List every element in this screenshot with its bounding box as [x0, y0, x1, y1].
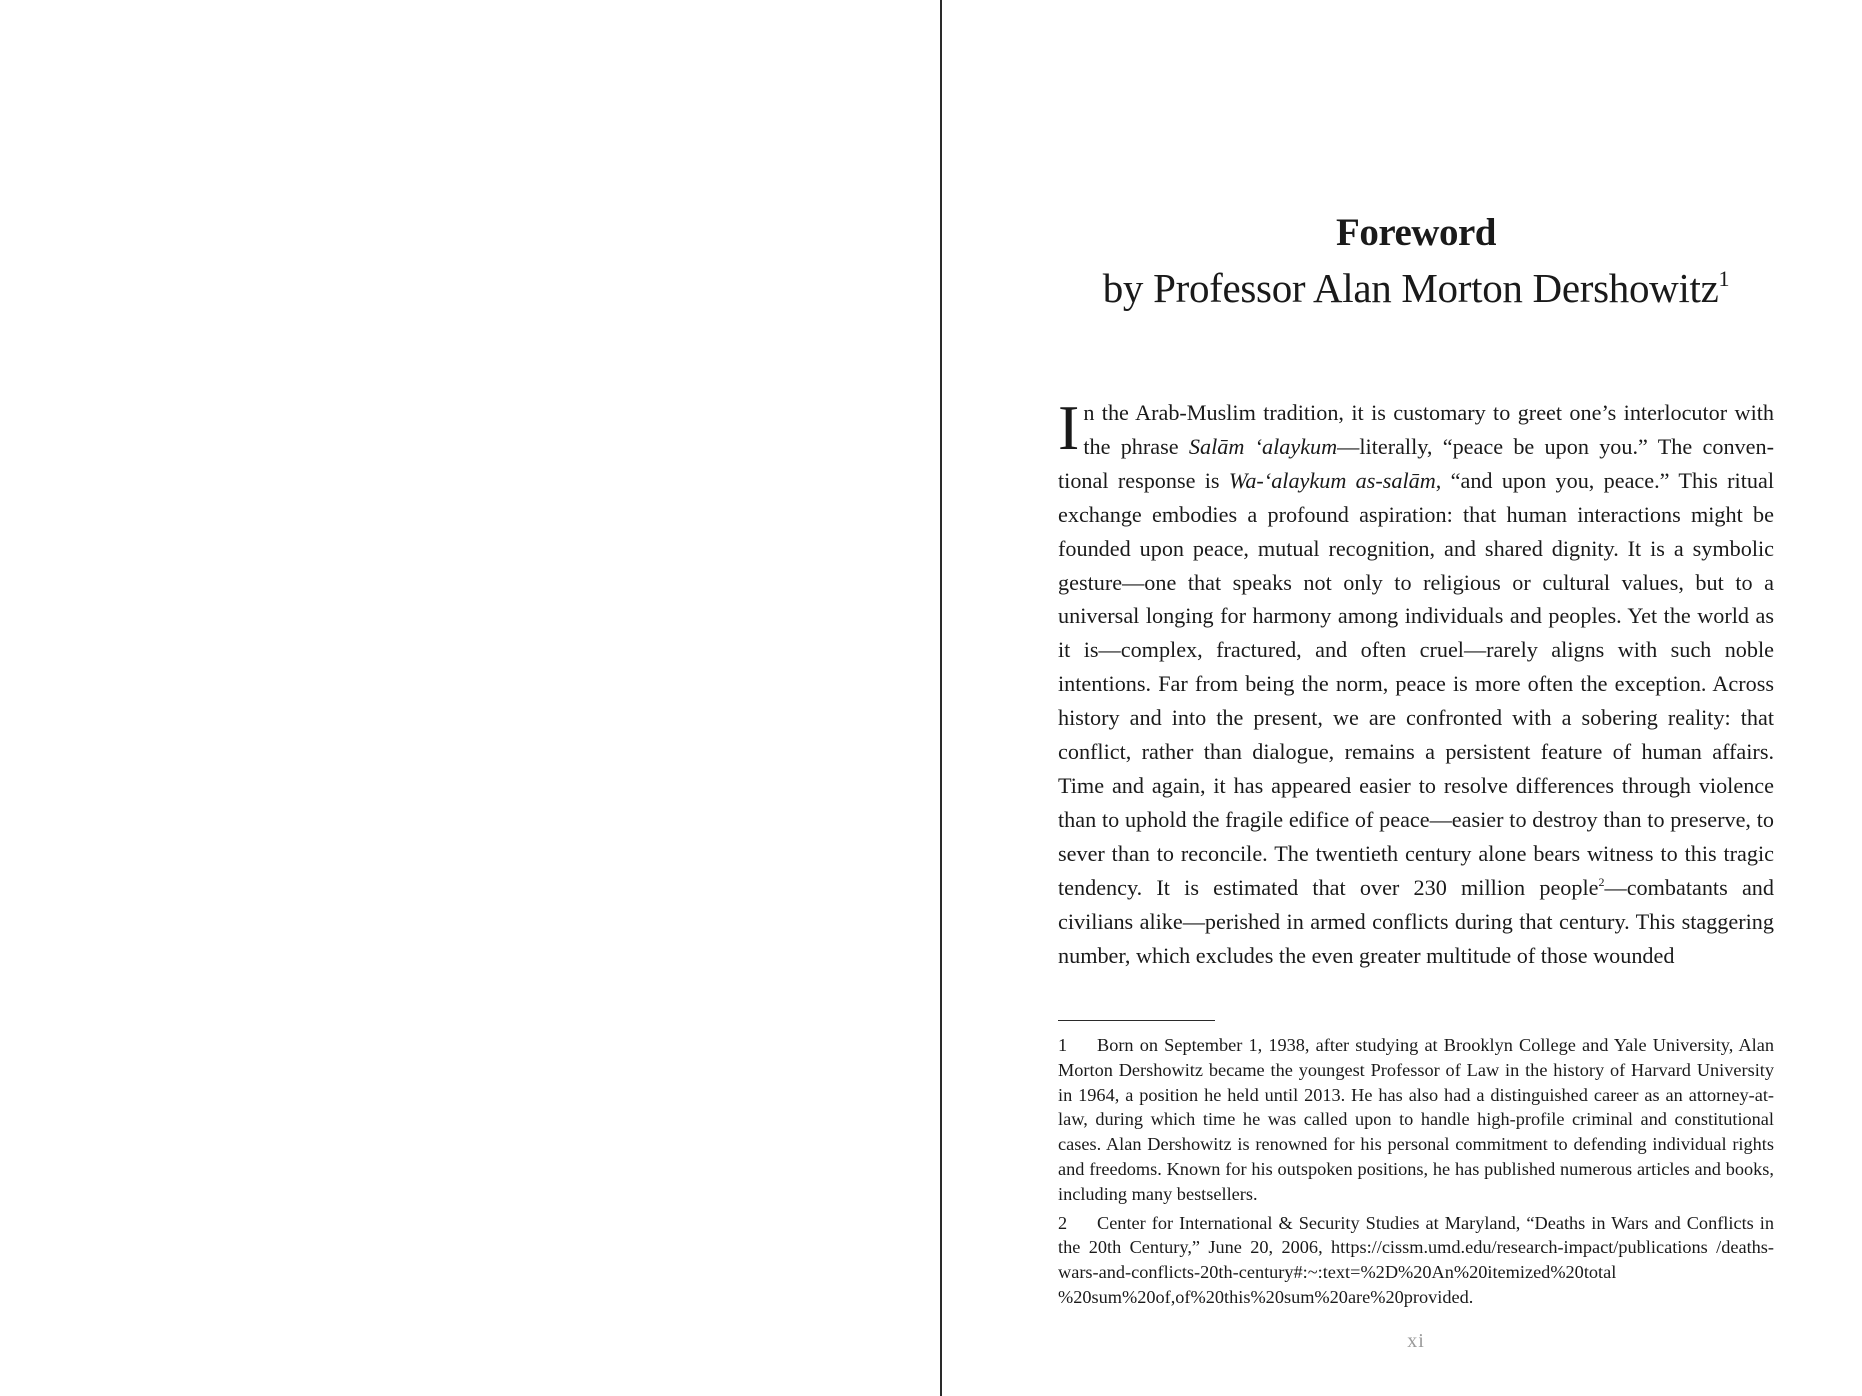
footnote-ref-2: 2: [1598, 874, 1605, 889]
footnote-1: [1058, 1033, 1774, 1207]
footnote-ref-1: 1: [1718, 266, 1730, 291]
italic-phrase-salam: Salām ‘alaykum: [1188, 433, 1338, 459]
footnote-text: Center for International & Security Studies at Maryland, “Deaths in Wars and Conflicts in the 20th Century,” June 20, 2006, https://cissm.umd.edu/research-impact/publications /deaths-wars-and-conflicts-20th-century#:~:text=%2D%20An%20itemized%20total %20sum%20of,of%20this%20sum%20are%20provided.: [1058, 1212, 1774, 1307]
footnote-number: 1: [1058, 1035, 1068, 1055]
italic-phrase-response: Wa-‘alaykum as-salām: [1228, 467, 1436, 493]
footnotes: [1058, 1033, 1774, 1314]
chapter-heading: [1058, 208, 1774, 315]
body-paragraph: [1058, 392, 1774, 972]
page-number: xi: [1407, 1330, 1425, 1352]
chapter-title: Foreword: [1336, 211, 1496, 254]
subtitle-text: by Professor Alan Morton Dershowitz: [1102, 265, 1719, 311]
body-text-segment: —combatants and civilians alike—perished in armed conflicts during that century. This staggering number, which excludes the even greater multitude of those wounded: [1058, 874, 1774, 968]
footnote-separator: [1058, 1020, 1215, 1021]
body-text-segment: —literally, “peace be upon you.” The conventional response is: [1058, 433, 1774, 493]
chapter-subtitle: [1058, 261, 1774, 315]
footnote-text: Born on September 1, 1938, after studying at Brooklyn College and Yale University, Alan Morton Dershowitz became the youngest Professor of Law in the history of Harvard University in 1964, a position he held until 2013. He has also had a distinguished career as an attorney-at-law, during which time he was called upon to handle high-profile criminal and constitutional cases. Alan Dershowitz is renowned for his personal commitment to defending individual rights and freedoms. Known for his outspoken positions, he has published numerous articles and books, including many bestsellers.: [1058, 1035, 1774, 1204]
body-text-segment: , “and upon you, peace.” This ritual exchange embodies a profound aspiration: that human interactions might be founded upon peace, mutual recognition, and shared dignity. It is a symbolic gesture—one that speaks not only to religious or cultural values, but to a universal longing for harmony among individuals and peoples. Yet the world as it is—complex, fractured, and often cruel—rarely aligns with such noble intentions. Far from being the norm, peace is more often the exception. Across history and into the present, we are confronted with a sobering reality: that conflict, rather than dialogue, remains a persistent feature of human affairs. Time and again, it has appeared easier to resolve differences through violence than to uphold the fragile edifice of peace—easier to destroy than to preserve, to sever than to reconcile. The twentieth century alone bears witness to this tragic tendency. It is estimated that over 230 million people: [1058, 467, 1774, 900]
footnote-2: [1058, 1211, 1774, 1310]
drop-cap: I: [1058, 392, 1080, 463]
body-text-segment: n the Arab-Muslim tradition, it is customary to greet one’s interlocutor with the phrase: [1083, 400, 1774, 459]
footnote-number: 2: [1058, 1212, 1068, 1233]
